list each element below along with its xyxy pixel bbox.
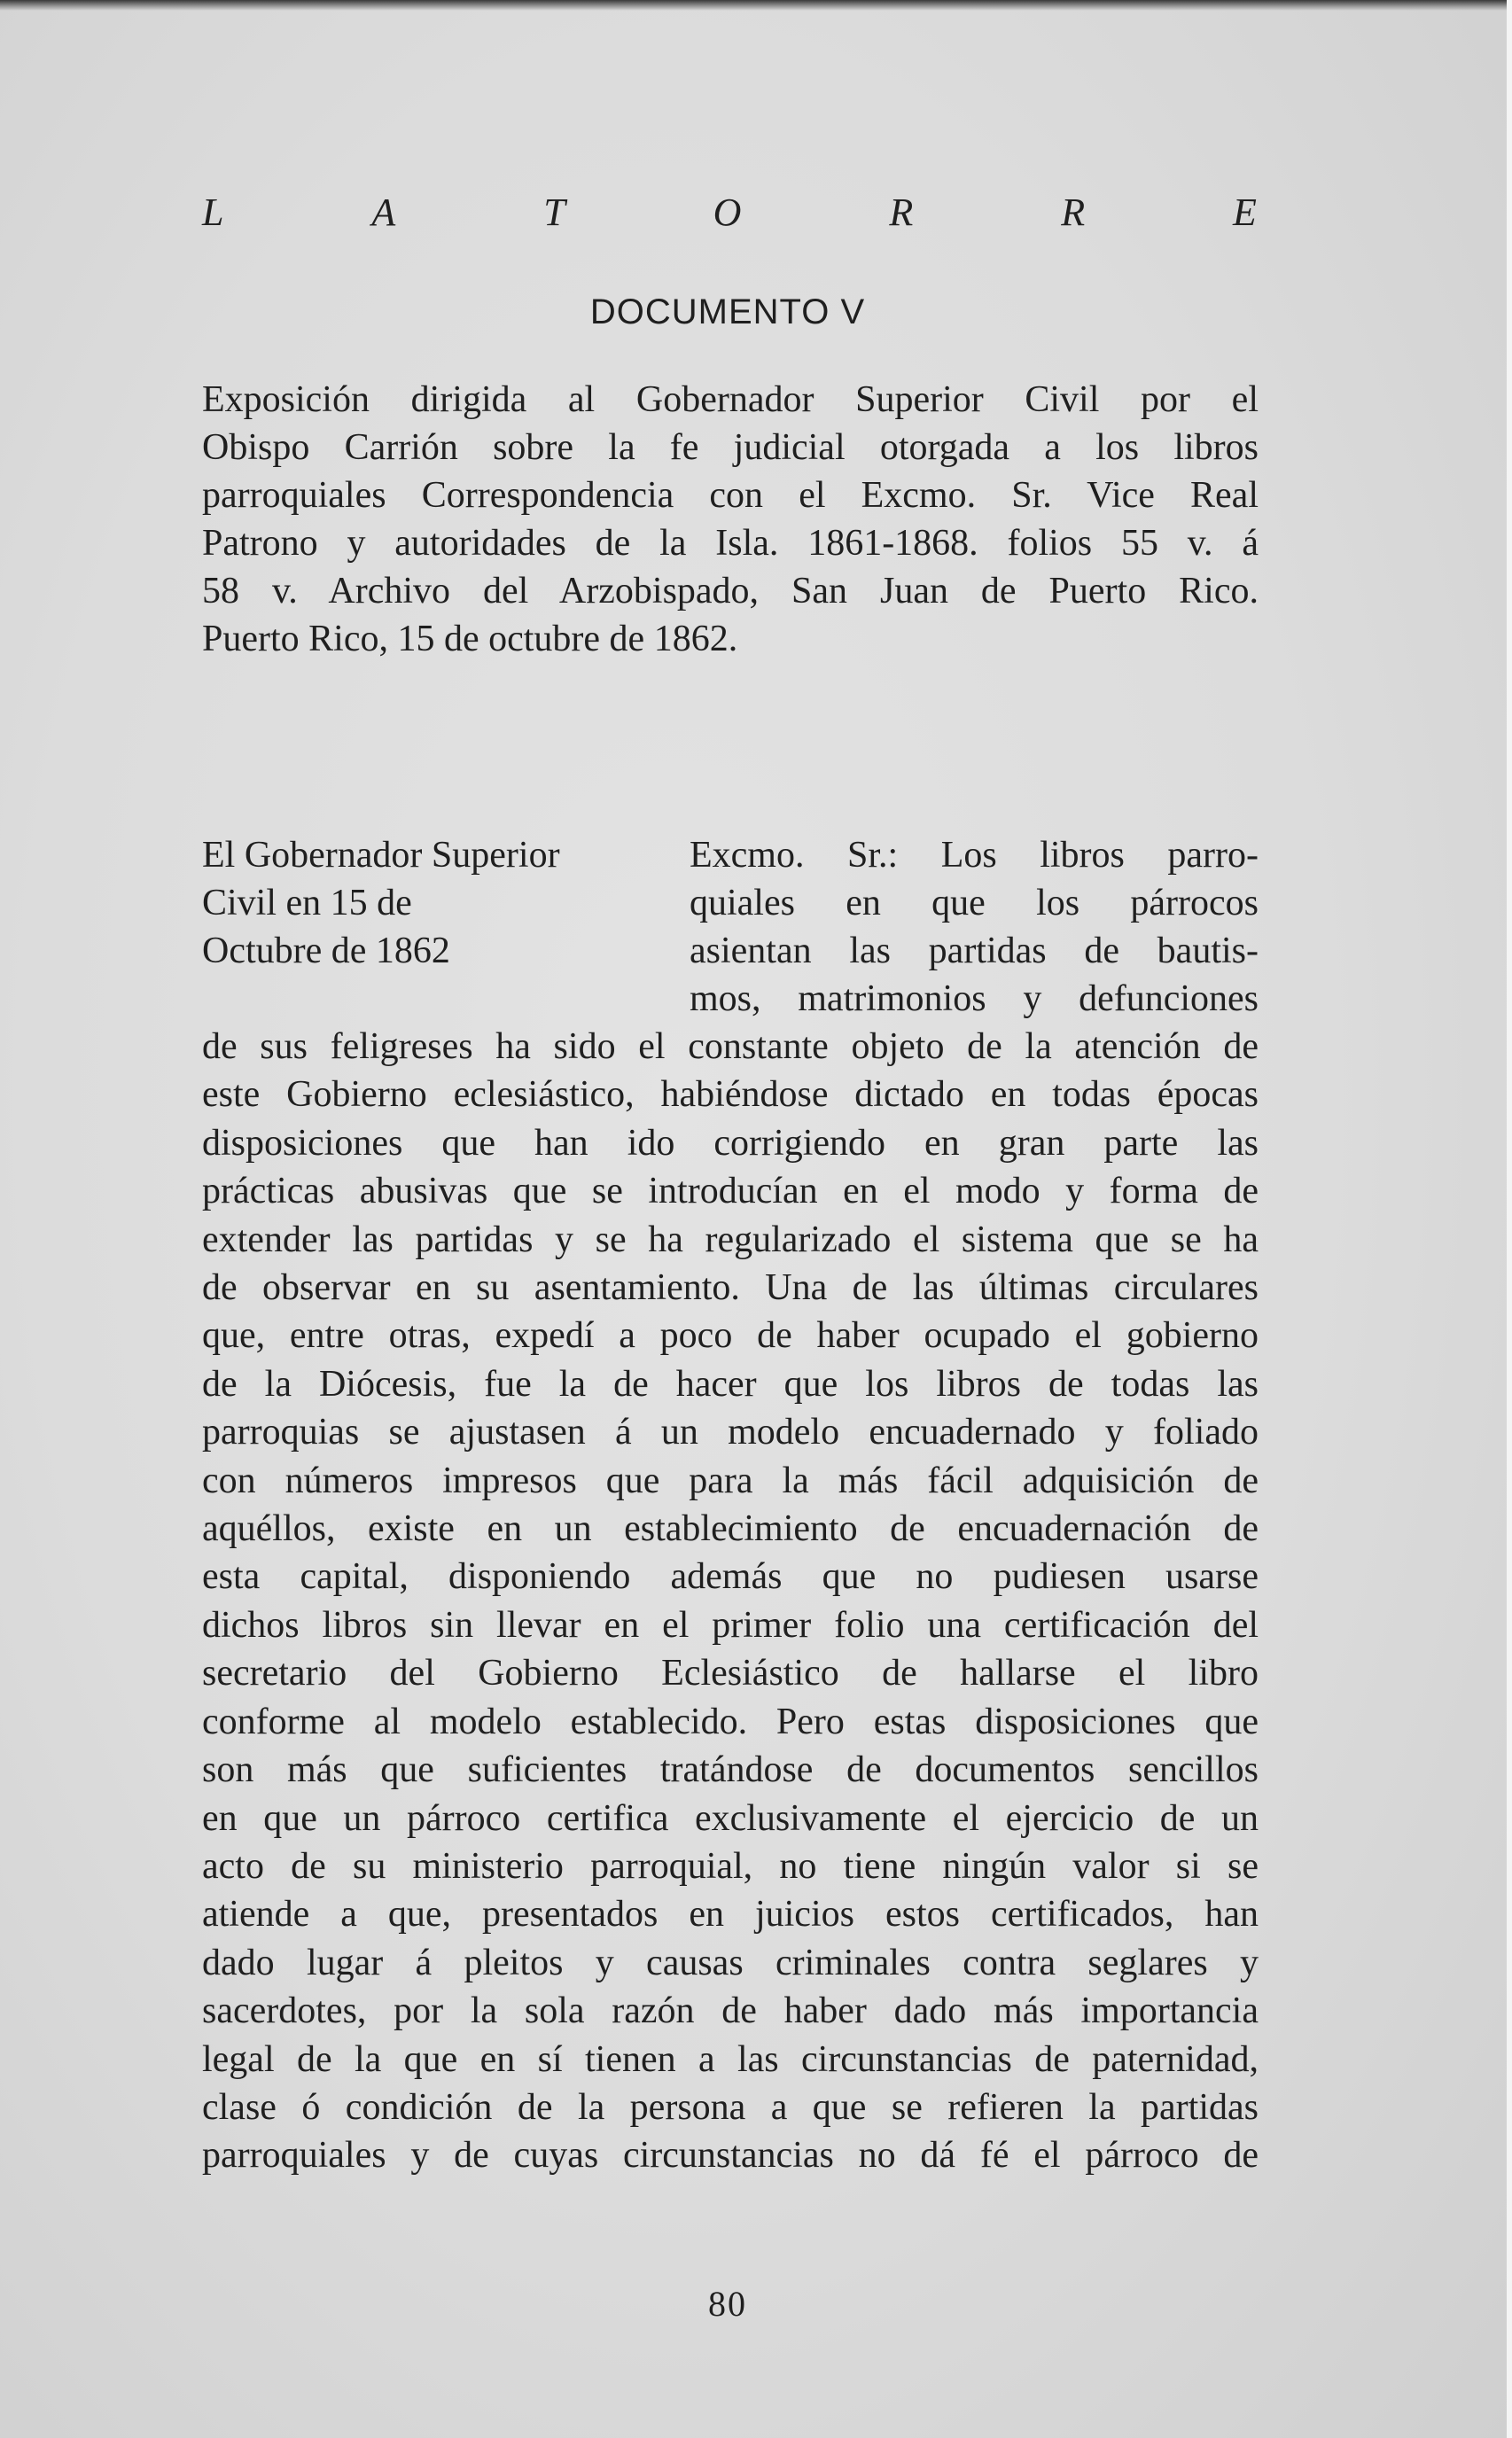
- letter-opening: [690, 831, 1259, 1023]
- body-line: que, entre otras, expedí a poco de haber ocupado el gobierno: [202, 1315, 1259, 1357]
- body-line: disposiciones que han ido corrigiendo en gran parte las: [202, 1122, 1259, 1164]
- description-line: 58 v. Archivo del Arzobispado, San Juan de Puerto Rico.: [202, 571, 1259, 611]
- description-line: Puerto Rico, 15 de octubre de 1862.: [202, 619, 738, 659]
- body-line: extender las partidas y se ha regularizado el sistema que se ha: [202, 1219, 1259, 1260]
- body-line: parroquias se ajustasen á un modelo encuadernado y foliado: [202, 1412, 1259, 1453]
- margin-note: [202, 831, 645, 975]
- body-line: acto de su ministerio parroquial, no tiene ningún valor si se: [202, 1845, 1259, 1887]
- body-line: prácticas abusivas que se introducían en el modo y forma de: [202, 1171, 1259, 1212]
- document-title: DOCUMENTO V: [589, 292, 866, 331]
- running-head-letter: T: [543, 191, 567, 234]
- margin-note-line: Octubre de 1862: [202, 931, 450, 971]
- running-head-letter: O: [713, 191, 744, 234]
- body-line: son más que suficientes tratándose de documentos sencillos: [202, 1749, 1259, 1791]
- page-number: 80: [708, 2284, 747, 2324]
- body-line: dado lugar á pleitos y causas criminales contra seglares y: [202, 1942, 1259, 1983]
- page-top-edge-shadow: [0, 0, 1507, 11]
- body-line: aquéllos, existe en un establecimiento de encuadernación de: [202, 1508, 1259, 1550]
- letter-line: mos, matrimonios y defunciones: [690, 978, 1259, 1019]
- body-line: de observar en su asentamiento. Una de las últimas circulares: [202, 1267, 1259, 1309]
- description-line: Exposición dirigida al Gobernador Superior Civil por el: [202, 379, 1259, 420]
- running-head: [202, 190, 1259, 235]
- body-line: en que un párroco certifica exclusivamente el ejercicio de un: [202, 1797, 1259, 1839]
- running-head-letter: R: [1061, 191, 1087, 234]
- body-line: dichos libros sin llevar en el primer folio una certificación del: [202, 1604, 1259, 1646]
- running-head-letter: A: [371, 191, 398, 234]
- body-line: sacerdotes, por la sola razón de haber dado más importancia: [202, 1990, 1259, 2032]
- letter-line: Excmo. Sr.: Los libros parro-: [690, 835, 1259, 876]
- document-description: [202, 376, 1259, 663]
- body-line: este Gobierno eclesiástico, habiéndose dictado en todas épocas: [202, 1074, 1259, 1116]
- letter-body: [202, 1023, 1259, 2180]
- letter-line: asientan las partidas de bautis-: [690, 931, 1259, 971]
- letter-line: quiales en que los párrocos: [690, 883, 1259, 923]
- body-line: atiende a que, presentados en juicios estos certificados, han: [202, 1894, 1259, 1936]
- margin-note-line: El Gobernador Superior: [202, 835, 560, 876]
- body-line: de sus feligreses ha sido el constante objeto de la atención de: [202, 1026, 1259, 1067]
- running-head-letter: L: [202, 191, 226, 234]
- body-line: secretario del Gobierno Eclesiástico de hallarse el libro: [202, 1653, 1259, 1694]
- description-line: Obispo Carrión sobre la fe judicial otorgada a los libros: [202, 427, 1259, 468]
- running-head-letter: R: [889, 191, 916, 234]
- body-line: clase ó condición de la persona a que se refieren la partidas: [202, 2086, 1259, 2128]
- body-line: con números impresos que para la más fácil adquisición de: [202, 1460, 1259, 1501]
- description-line: parroquiales Correspondencia con el Excmo. Sr. Vice Real: [202, 475, 1259, 516]
- margin-note-line: Civil en 15 de: [202, 883, 412, 923]
- body-line: parroquiales y de cuyas circunstancias no dá fé el párroco de: [202, 2135, 1259, 2177]
- body-line: conforme al modelo establecido. Pero estas disposiciones que: [202, 1701, 1259, 1742]
- body-line: de la Diócesis, fue la de hacer que los libros de todas las: [202, 1363, 1259, 1405]
- running-head-letter: E: [1233, 191, 1259, 234]
- description-line: Patrono y autoridades de la Isla. 1861-1868. folios 55 v. á: [202, 523, 1259, 564]
- body-line: legal de la que en sí tienen a las circunstancias de paternidad,: [202, 2038, 1259, 2080]
- body-line: esta capital, disponiendo además que no pudiesen usarse: [202, 1556, 1259, 1598]
